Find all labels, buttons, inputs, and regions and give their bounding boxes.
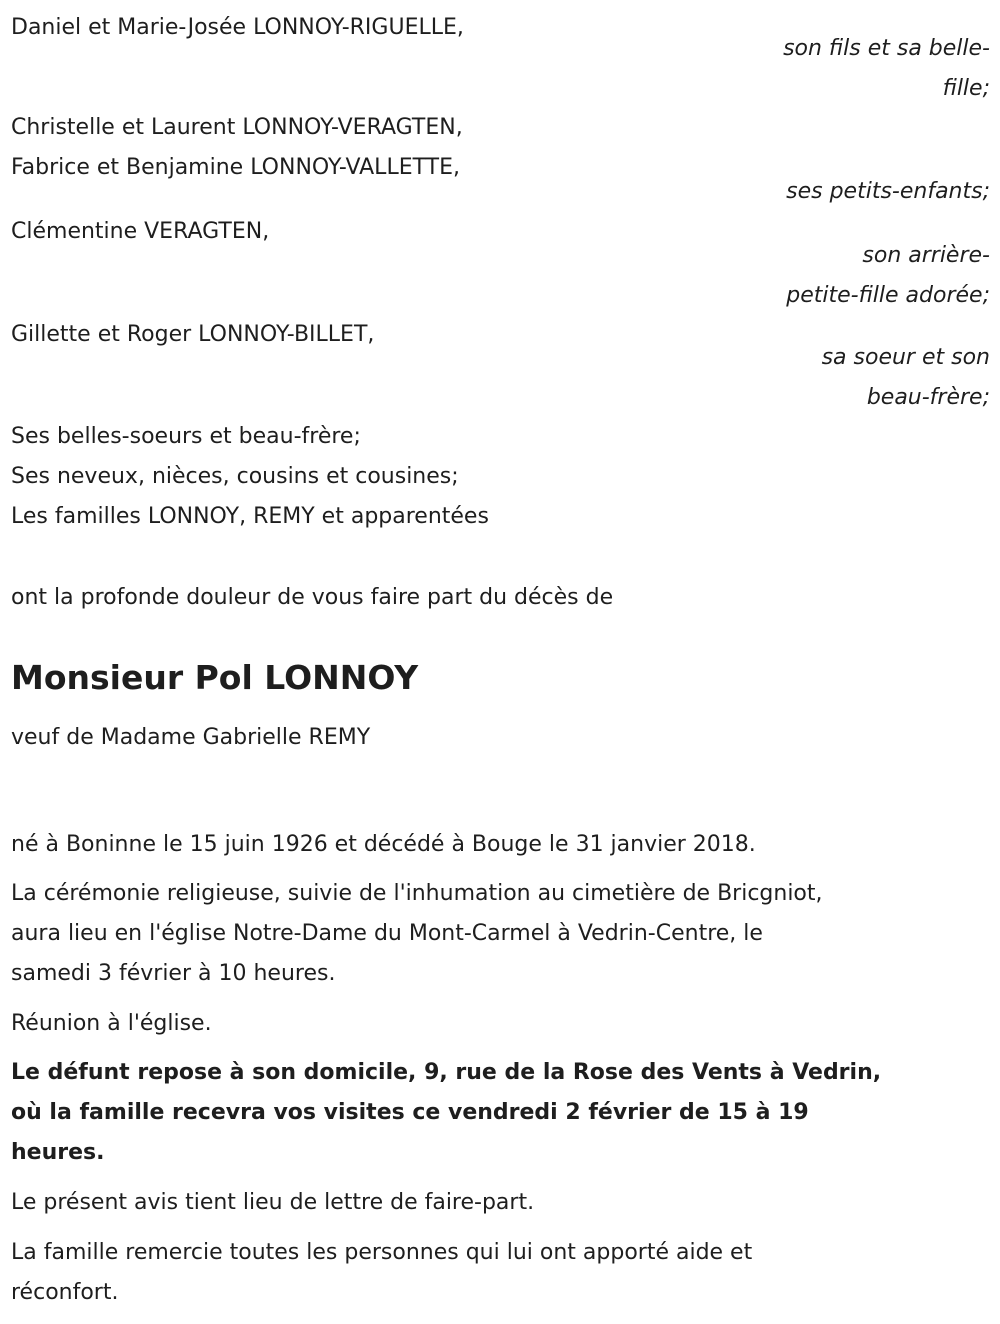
birth-death: né à Boninne le 15 juin 1926 et décédé à Bouge le 31 janvier 2018. bbox=[11, 832, 756, 857]
relation-label: son fils et sa belle- bbox=[783, 36, 990, 61]
relation-label: son arrière- bbox=[862, 243, 990, 268]
announcement: ont la profonde douleur de vous faire part du décès de bbox=[11, 585, 614, 610]
family-member: Fabrice et Benjamine LONNOY-VALLETTE, bbox=[11, 155, 460, 180]
family-member: Daniel et Marie-Josée LONNOY-RIGUELLE, bbox=[11, 15, 464, 40]
ceremony-line: samedi 3 février à 10 heures. bbox=[11, 961, 336, 986]
relatives-line: Les familles LONNOY, REMY et apparentées bbox=[11, 504, 489, 529]
deceased-name: Monsieur Pol LONNOY bbox=[11, 658, 419, 697]
family-member: Clémentine VERAGTEN, bbox=[11, 219, 270, 244]
ceremony-line: La cérémonie religieuse, suivie de l'inhumation au cimetière de Bricgniot, bbox=[11, 881, 823, 906]
relation-label: ses petits-enfants; bbox=[786, 179, 990, 204]
visitation-line: heures. bbox=[11, 1140, 105, 1165]
meeting: Réunion à l'église. bbox=[11, 1011, 212, 1036]
thanks-line: réconfort. bbox=[11, 1280, 119, 1305]
thanks-line: La famille remercie toutes les personnes qui lui ont apporté aide et bbox=[11, 1240, 753, 1265]
relation-label: petite-fille adorée; bbox=[786, 283, 990, 308]
relation-label: beau-frère; bbox=[866, 385, 990, 410]
family-member: Christelle et Laurent LONNOY-VERAGTEN, bbox=[11, 115, 463, 140]
widower-of: veuf de Madame Gabrielle REMY bbox=[11, 725, 371, 750]
relation-label: sa soeur et son bbox=[821, 345, 990, 370]
relatives-line: Ses belles-soeurs et beau-frère; bbox=[11, 424, 361, 449]
visitation-line: Le défunt repose à son domicile, 9, rue de la Rose des Vents à Vedrin, bbox=[11, 1060, 882, 1085]
ceremony-line: aura lieu en l'église Notre-Dame du Mont-Carmel à Vedrin-Centre, le bbox=[11, 921, 763, 946]
family-member: Gillette et Roger LONNOY-BILLET, bbox=[11, 322, 375, 347]
visitation-line: où la famille recevra vos visites ce vendredi 2 février de 15 à 19 bbox=[11, 1100, 809, 1125]
relatives-line: Ses neveux, nièces, cousins et cousines; bbox=[11, 464, 459, 489]
notice: Le présent avis tient lieu de lettre de faire-part. bbox=[11, 1190, 535, 1215]
relation-label: fille; bbox=[942, 76, 990, 101]
